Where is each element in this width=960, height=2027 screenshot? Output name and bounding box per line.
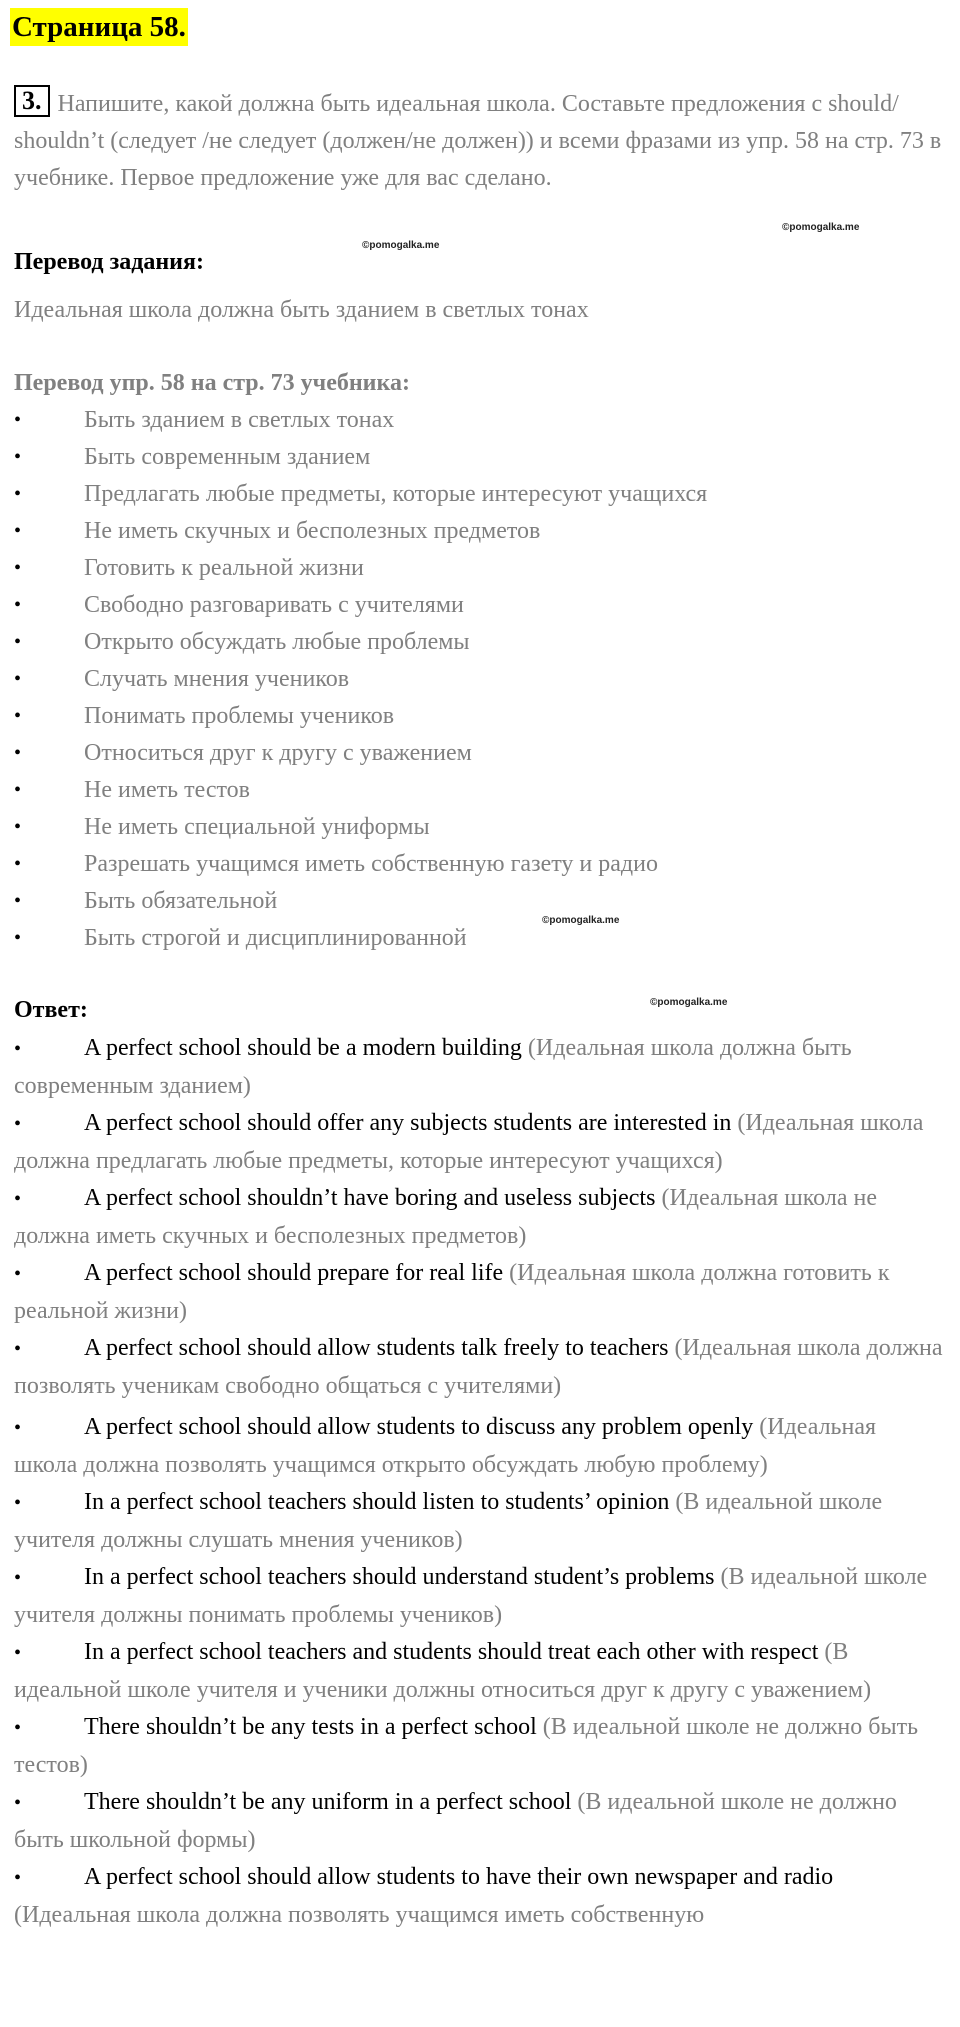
bullet-icon: • <box>14 1263 22 1285</box>
list-item: • Быть обязательной <box>14 883 707 920</box>
task-block <box>14 85 949 197</box>
list-item: • Случать мнения учеников <box>14 661 707 698</box>
bullet-icon: • <box>14 1113 22 1135</box>
bullet-icon: • <box>14 1792 22 1814</box>
answer-item: • A perfect school should allow students to discuss any problem openly (Идеальная школа должна позволять учащимся открыто обсуждать любую проблему) <box>14 1409 944 1484</box>
watermark: ©pomogalka.me <box>650 997 728 1008</box>
watermark: ©pomogalka.me <box>782 222 860 233</box>
list-item: • Не иметь тестов <box>14 772 707 809</box>
answer-item: • In a perfect school teachers should understand student’s problems (В идеальной школе учителя должны понимать проблемы учеников) <box>14 1559 944 1634</box>
answer-item: • In a perfect school teachers should listen to students’ opinion (В идеальной школе учителя должны слушать мнения учеников) <box>14 1484 944 1559</box>
answer-item: • A perfect school should allow students to have their own newspaper and radio (Идеальная школа должна позволять учащимся иметь собственную <box>14 1859 944 1934</box>
watermark: ©pomogalka.me <box>362 240 440 251</box>
answer-item: • A perfect school should be a modern building (Идеальная школа должна быть современным зданием) <box>14 1030 944 1105</box>
answer-item: • A perfect school should allow students talk freely to teachers (Идеальная школа должна позволять ученикам свободно общаться с учителями) <box>14 1330 944 1405</box>
list-item: • Готовить к реальной жизни <box>14 550 707 587</box>
bullet-icon: • <box>14 1038 22 1060</box>
answer-item: • In a perfect school teachers and students should treat each other with respect (В идеальной школе учителя и ученики должны относиться друг к другу с уважением) <box>14 1634 944 1709</box>
list-item: • Предлагать любые предметы, которые интересуют учащихся <box>14 476 707 513</box>
list-item: • Не иметь скучных и бесполезных предметов <box>14 513 707 550</box>
answer-heading: Ответ: <box>14 997 88 1023</box>
bullet-icon: • <box>14 1642 22 1664</box>
watermark: ©pomogalka.me <box>542 915 620 926</box>
task-number: 3. <box>14 85 50 117</box>
bullet-icon: • <box>14 1867 22 1889</box>
list-item: • Свободно разговаривать с учителями <box>14 587 707 624</box>
list-item: • Понимать проблемы учеников <box>14 698 707 735</box>
bullet-icon: • <box>14 1567 22 1589</box>
translation-heading: Перевод задания: <box>14 249 204 275</box>
bullet-icon: • <box>14 1717 22 1739</box>
answer-item: • A perfect school shouldn’t have boring and useless subjects (Идеальная школа не должна иметь скучных и бесполезных предметов) <box>14 1180 944 1255</box>
list-item: • Быть современным зданием <box>14 439 707 476</box>
bullet-icon: • <box>14 1188 22 1210</box>
list-item: • Относиться друг к другу с уважением <box>14 735 707 772</box>
list-item: • Не иметь специальной униформы <box>14 809 707 846</box>
answer-item: • There shouldn’t be any tests in a perfect school (В идеальной школе не должно быть тестов) <box>14 1709 944 1784</box>
bullet-icon: • <box>14 1417 22 1439</box>
answer-item: • A perfect school should prepare for real life (Идеальная школа должна готовить к реальной жизни) <box>14 1255 944 1330</box>
list-item: • Открыто обсуждать любые проблемы <box>14 624 707 661</box>
page-title: Страница 58. <box>10 8 188 46</box>
exercise-list <box>14 402 707 957</box>
bullet-icon: • <box>14 1338 22 1360</box>
bullet-icon: • <box>14 1492 22 1514</box>
exercise-heading: Перевод упр. 58 на стр. 73 учебника: <box>14 370 410 396</box>
task-text: Напишите, какой должна быть идеальная школа. Составьте предложения с should/ shouldn’t (следует /не следует (должен/не должен)) и всеми фразами из упр. 58 на стр. 73 в учебнике. Первое предложение уже для вас сделано. <box>14 91 942 191</box>
list-item: • Разрешать учащимся иметь собственную газету и радио <box>14 846 707 883</box>
answer-list <box>14 1030 944 1934</box>
answer-item: • A perfect school should offer any subjects students are interested in (Идеальная школа должна предлагать любые предметы, которые интересуют учащихся) <box>14 1105 944 1180</box>
list-item: • Быть строгой и дисциплинированной <box>14 920 707 957</box>
translation-text: Идеальная школа должна быть зданием в светлых тонах <box>14 297 589 323</box>
list-item: • Быть зданием в светлых тонах <box>14 402 707 439</box>
answer-item: • There shouldn’t be any uniform in a perfect school (В идеальной школе не должно быть школьной формы) <box>14 1784 944 1859</box>
